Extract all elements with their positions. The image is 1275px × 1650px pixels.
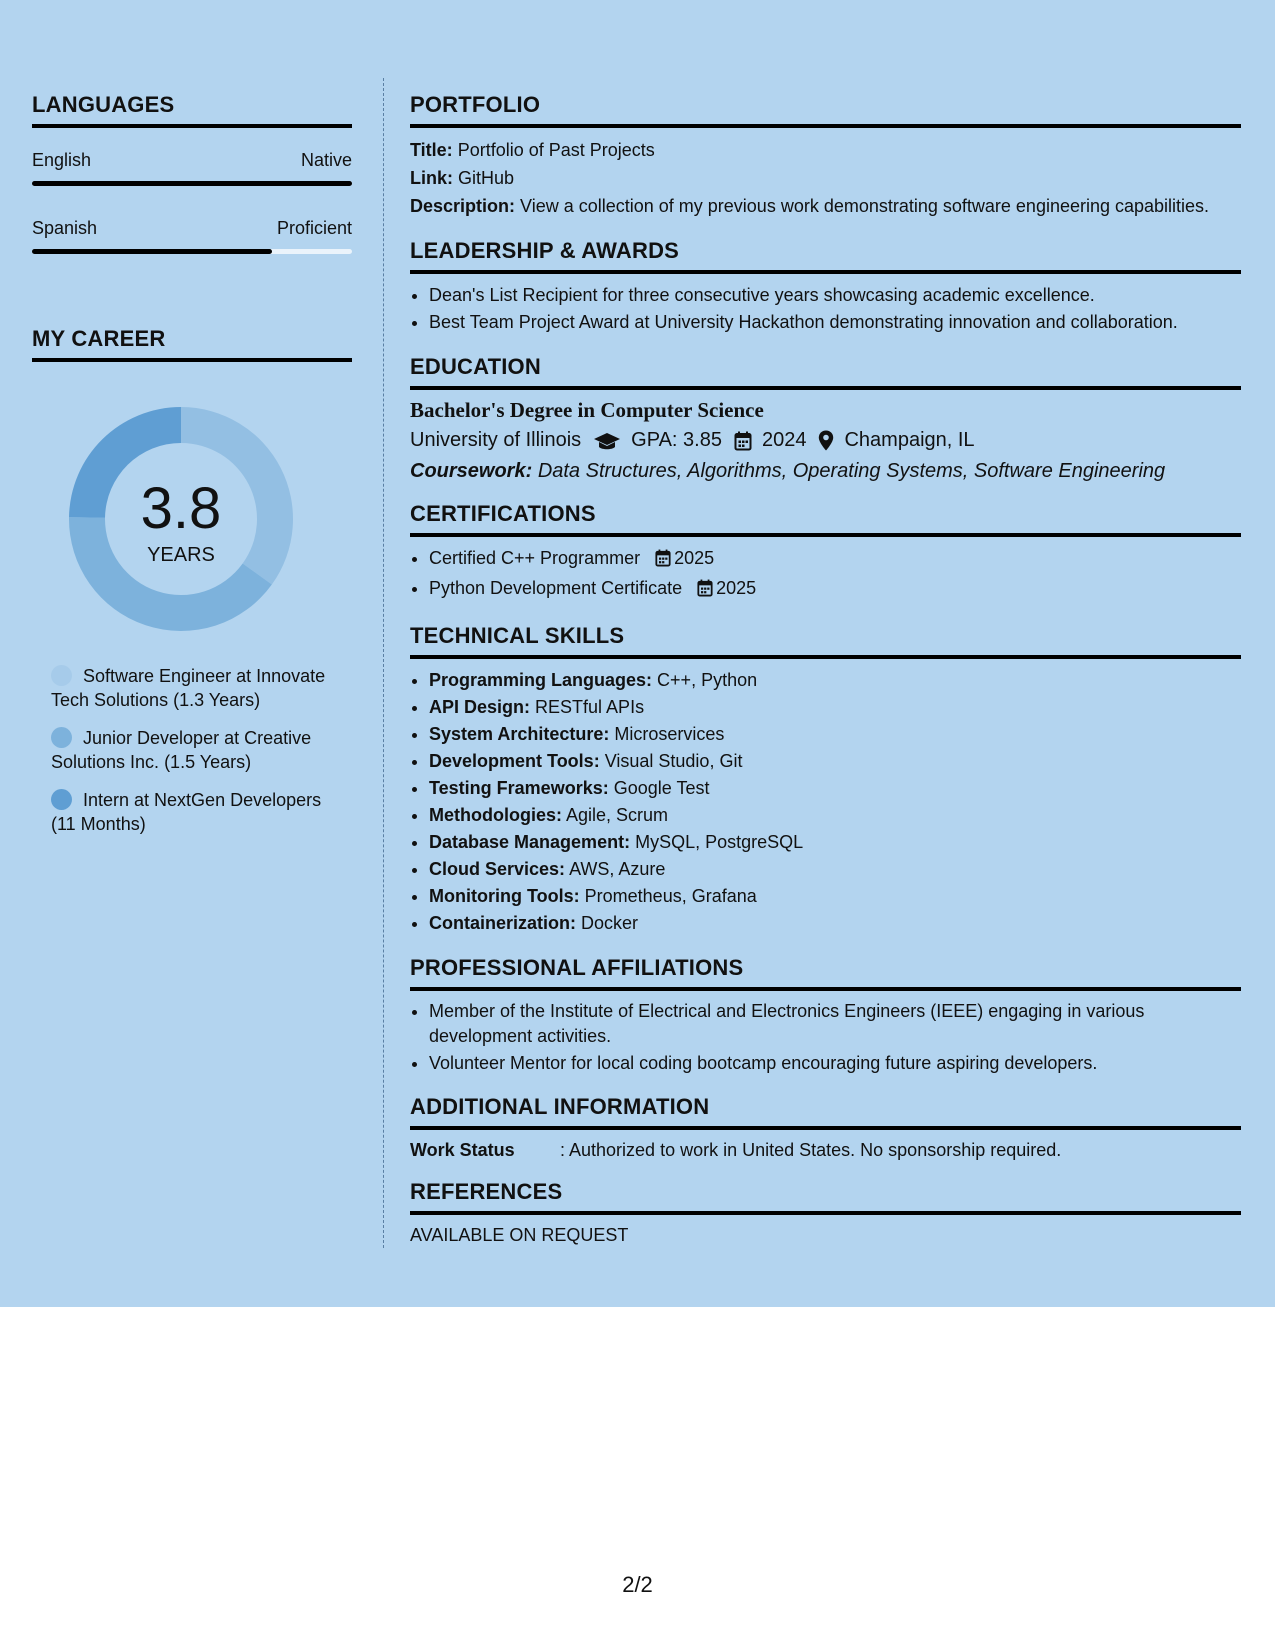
skill-label: System Architecture: — [429, 724, 610, 744]
skill-label: Database Management: — [429, 832, 631, 852]
portfolio-link[interactable]: GitHub — [458, 168, 515, 188]
school-name: University of Illinois — [410, 429, 582, 451]
language-item — [32, 218, 352, 254]
list-item: • Best Team Project Award at University Hackathon demonstrating innovation and collaboration. — [429, 309, 1241, 336]
portfolio-title-label: Title: — [410, 140, 453, 160]
portfolio-section — [410, 92, 1241, 220]
legend-item — [51, 726, 341, 774]
skill-value: Microservices — [614, 724, 725, 744]
degree: Bachelor's Degree in Computer Science — [410, 398, 764, 422]
legend-label: Intern at NextGen Developers (11 Months) — [51, 790, 322, 834]
certifications-section — [410, 501, 1241, 605]
list-item — [429, 748, 1241, 775]
portfolio-title: PORTFOLIO — [410, 92, 1241, 128]
graduation-cap-icon — [593, 431, 621, 451]
language-bar-fill — [32, 181, 352, 186]
cert-name: Certified C++ Programmer — [429, 548, 641, 568]
language-name: English — [32, 150, 92, 170]
list-item — [429, 575, 1241, 605]
calendar-icon — [697, 578, 713, 605]
affiliations-title: PROFESSIONAL AFFILIATIONS — [410, 955, 1241, 991]
work-status-label: Work Status — [410, 1140, 515, 1160]
portfolio-desc: View a collection of my previous work demonstrating software engineering capabilities. — [520, 196, 1210, 216]
list-item — [429, 775, 1241, 802]
career-total-value: 3.8 — [140, 476, 222, 541]
language-level: Proficient — [276, 218, 352, 238]
cert-year: 2025 — [674, 548, 715, 568]
portfolio-title-value: Portfolio of Past Projects — [457, 140, 655, 160]
languages-section — [32, 92, 352, 254]
language-bar — [32, 249, 352, 254]
portfolio-link-label: Link: — [410, 168, 453, 188]
skills-section — [410, 623, 1241, 937]
list-item: • Volunteer Mentor for local coding bootcamp encouraging future aspiring developers. — [429, 1051, 1241, 1076]
career-section — [32, 326, 352, 836]
leadership-section — [410, 238, 1241, 336]
references-text: AVAILABLE ON REQUEST — [410, 1225, 629, 1245]
language-item — [32, 150, 352, 186]
education-title: EDUCATION — [410, 354, 1241, 390]
skill-value: Visual Studio, Git — [604, 751, 743, 771]
cert-year: 2025 — [716, 578, 757, 598]
skill-value: Docker — [581, 913, 639, 933]
legend-item — [51, 788, 341, 836]
location-pin-icon — [818, 430, 834, 451]
additional-info-section — [410, 1094, 1241, 1161]
skill-value: AWS, Azure — [569, 859, 666, 879]
skill-label: API Design: — [429, 697, 531, 717]
language-bar-fill — [32, 249, 272, 254]
career-donut-chart — [66, 404, 296, 634]
references-title: REFERENCES — [410, 1179, 1241, 1215]
right-column — [410, 92, 1241, 1264]
certifications-title: CERTIFICATIONS — [410, 501, 1241, 537]
language-bar — [32, 181, 352, 186]
list-item — [429, 802, 1241, 829]
skill-value: RESTful APIs — [535, 697, 645, 717]
affiliations-section — [410, 955, 1241, 1076]
list-item: • Dean's List Recipient for three consecutive years showcasing academic excellence. — [429, 282, 1241, 309]
skill-label: Cloud Services: — [429, 859, 566, 879]
graduation-year: 2024 — [761, 429, 807, 451]
list-item — [429, 694, 1241, 721]
legend-dot — [51, 727, 72, 748]
references-section — [410, 1179, 1241, 1246]
gpa: GPA: 3.85 — [631, 429, 722, 451]
school-location: Champaign, IL — [844, 429, 975, 451]
portfolio-desc-label: Description: — [410, 196, 516, 216]
legend-dot — [51, 665, 72, 686]
coursework: Data Structures, Algorithms, Operating Systems, Software Engineering — [537, 460, 1166, 482]
skill-label: Programming Languages: — [429, 670, 653, 690]
skill-label: Development Tools: — [429, 751, 600, 771]
career-total-unit: YEARS — [147, 544, 215, 566]
list-item — [429, 910, 1241, 937]
list-item — [429, 721, 1241, 748]
skill-value: C++, Python — [657, 670, 758, 690]
skill-value: Agile, Scrum — [566, 805, 669, 825]
language-level: Native — [300, 150, 352, 170]
additional-info-title: ADDITIONAL INFORMATION — [410, 1094, 1241, 1130]
skill-label: Methodologies: — [429, 805, 562, 825]
left-column — [32, 92, 352, 850]
calendar-icon — [655, 548, 671, 575]
skill-label: Testing Frameworks: — [429, 778, 609, 798]
list-item — [429, 667, 1241, 694]
list-item — [429, 545, 1241, 575]
legend-label: Software Engineer at Innovate Tech Solutions (1.3 Years) — [51, 666, 326, 710]
skill-value: MySQL, PostgreSQL — [635, 832, 804, 852]
cert-name: Python Development Certificate — [429, 578, 683, 598]
languages-title: LANGUAGES — [32, 92, 352, 128]
career-legend — [51, 664, 341, 836]
column-divider — [383, 78, 384, 1248]
work-status-value: : Authorized to work in United States. No sponsorship required. — [560, 1140, 1062, 1160]
skill-value: Google Test — [613, 778, 710, 798]
list-item — [429, 829, 1241, 856]
page-number: 2/2 — [622, 1572, 653, 1597]
skill-label: Containerization: — [429, 913, 576, 933]
skills-title: TECHNICAL SKILLS — [410, 623, 1241, 659]
list-item — [429, 856, 1241, 883]
list-item: • Member of the Institute of Electrical and Electronics Engineers (IEEE) engaging in various development activities. — [429, 999, 1241, 1049]
career-title: MY CAREER — [32, 326, 352, 362]
language-name: Spanish — [32, 218, 98, 238]
skill-value: Prometheus, Grafana — [584, 886, 757, 906]
list-item — [429, 883, 1241, 910]
education-section — [410, 354, 1241, 483]
legend-item — [51, 664, 341, 712]
legend-dot — [51, 789, 72, 810]
legend-label: Junior Developer at Creative Solutions Inc. (1.5 Years) — [51, 728, 312, 772]
leadership-title: LEADERSHIP & AWARDS — [410, 238, 1241, 274]
coursework-label: Coursework: — [410, 460, 533, 482]
calendar-icon — [734, 431, 752, 451]
skill-label: Monitoring Tools: — [429, 886, 580, 906]
